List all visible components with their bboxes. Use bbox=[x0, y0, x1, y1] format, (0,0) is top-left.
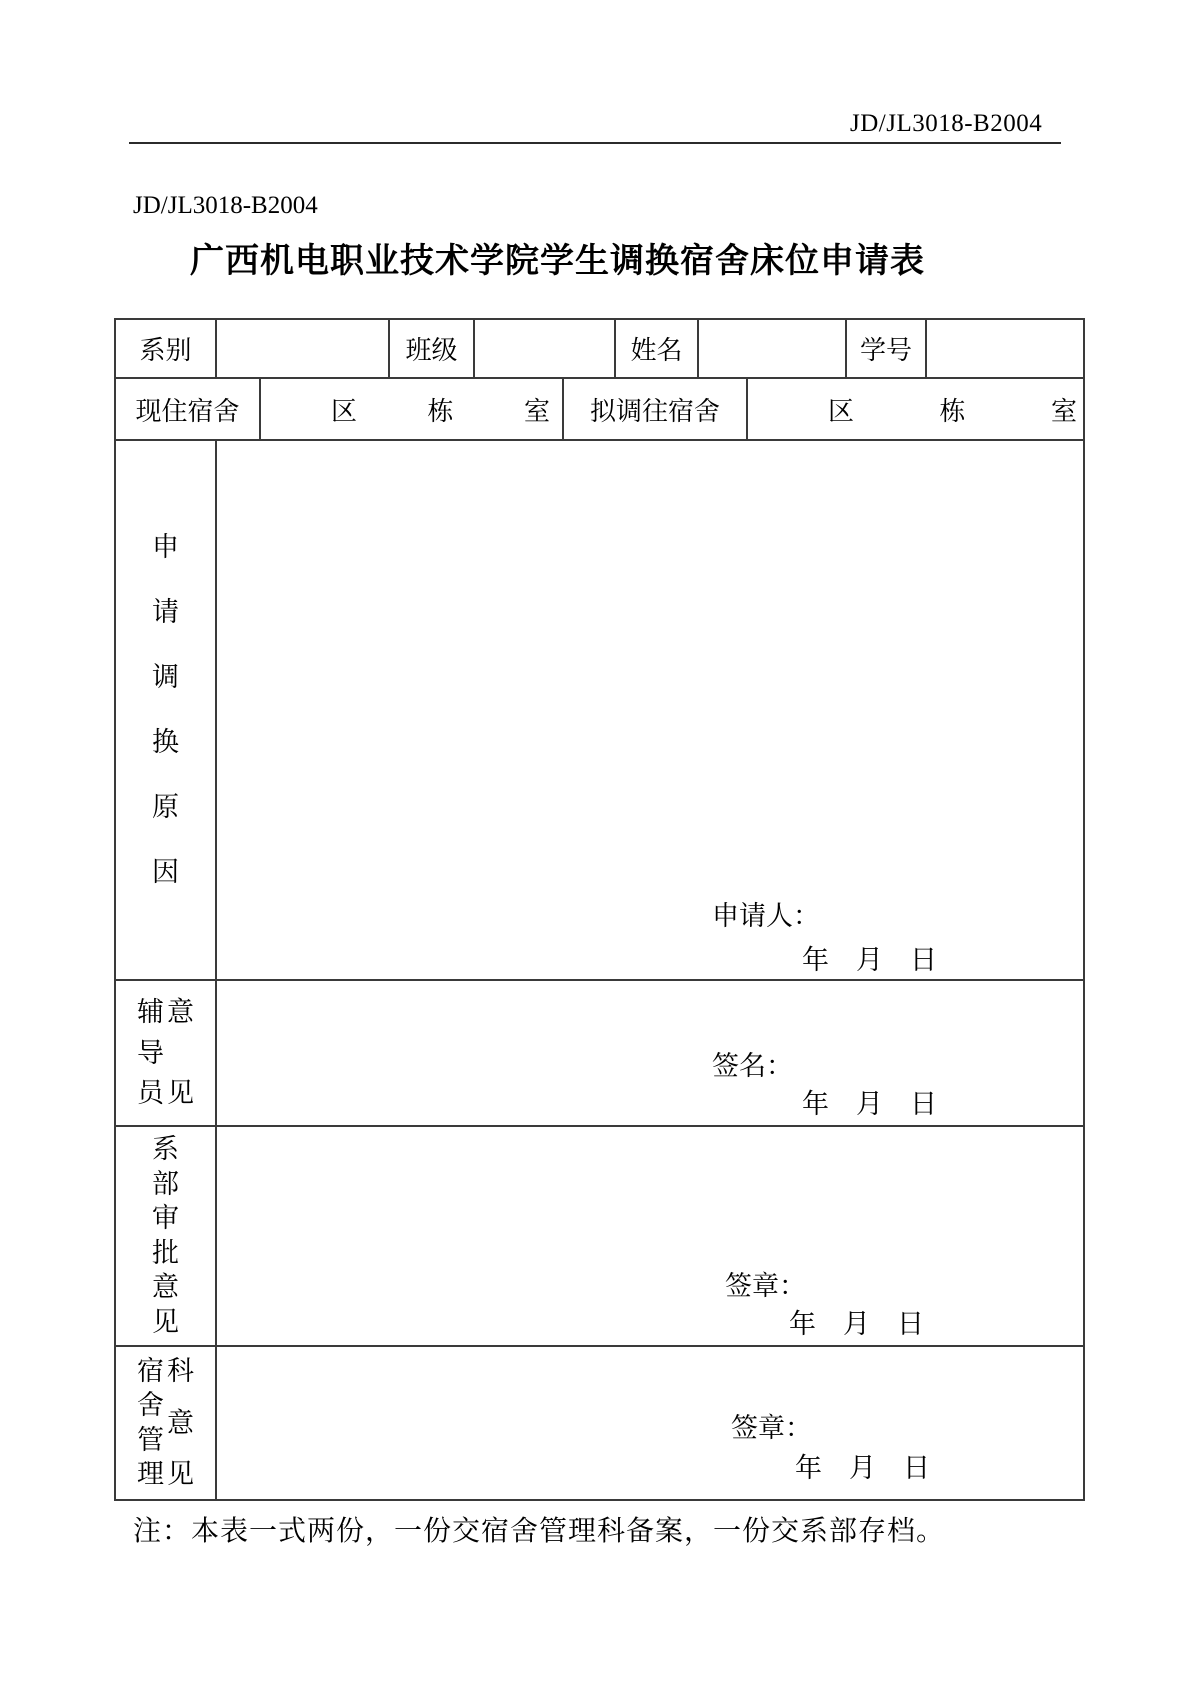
target-district-label: 区 bbox=[828, 396, 855, 426]
application-form-table bbox=[114, 318, 1085, 1501]
current-dorm-label: 现住宿舍 bbox=[135, 396, 240, 426]
dept-label: 系别 bbox=[139, 336, 192, 365]
row-dept-approval bbox=[116, 1125, 1083, 1345]
dorm-mgmt-label-cell bbox=[116, 1347, 215, 1499]
dorm-mgmt-label-col1: 宿 舍 管 理 bbox=[137, 1356, 164, 1489]
counselor-label-col2: 意 见 bbox=[167, 997, 194, 1108]
counselor-sign-label: 签名： bbox=[712, 1051, 793, 1081]
dept-approval-sign-label: 签章： bbox=[725, 1271, 806, 1301]
name-label: 姓名 bbox=[614, 320, 697, 377]
target-dorm-fields-cell bbox=[746, 379, 1083, 439]
current-district-label: 区 bbox=[331, 396, 358, 426]
counselor-label-cell bbox=[116, 981, 215, 1125]
page-title: 广西机电职业技术学院学生调换宿舍床位申请表 bbox=[190, 242, 925, 280]
counselor-date-label: 年 月 日 bbox=[802, 1089, 937, 1119]
student-id-value-cell bbox=[925, 320, 1083, 377]
row-dorm-mgmt-opinion bbox=[116, 1345, 1083, 1499]
doc-code-top-right: JD/JL3018-B2004 bbox=[850, 110, 1043, 137]
target-dorm-label: 拟调往宿舍 bbox=[562, 379, 746, 439]
target-room-label: 室 bbox=[1050, 396, 1077, 426]
dorm-mgmt-date-label: 年 月 日 bbox=[795, 1453, 930, 1483]
student-id-label: 学号 bbox=[845, 320, 925, 377]
current-dorm-fields-cell bbox=[259, 379, 562, 439]
reason-content-cell bbox=[215, 441, 1083, 979]
target-building-label: 栋 bbox=[939, 396, 966, 426]
row-identity bbox=[116, 320, 1083, 377]
dept-approval-date-label: 年 月 日 bbox=[789, 1309, 924, 1339]
current-room-label: 室 bbox=[523, 396, 550, 426]
doc-code-left: JD/JL3018-B2004 bbox=[133, 192, 318, 219]
counselor-label-col1: 辅 导 员 bbox=[137, 997, 164, 1108]
row-dorm-location bbox=[116, 377, 1083, 439]
dept-approval-label: 系 部 审 批 意 见 bbox=[152, 1134, 179, 1337]
header-rule bbox=[129, 142, 1061, 144]
dorm-mgmt-content-cell bbox=[215, 1347, 1083, 1499]
class-label: 班级 bbox=[388, 320, 473, 377]
class-value-cell bbox=[473, 320, 614, 377]
current-building-label: 栋 bbox=[427, 396, 454, 426]
dorm-mgmt-sign-label: 签章： bbox=[731, 1413, 812, 1443]
counselor-content-cell bbox=[215, 981, 1083, 1125]
dorm-mgmt-label-col2: 科 意 见 bbox=[167, 1356, 194, 1489]
row-counselor-opinion bbox=[116, 979, 1083, 1125]
dept-value-cell bbox=[215, 320, 388, 377]
row-reason bbox=[116, 439, 1083, 979]
applicant-date-label: 年 月 日 bbox=[802, 945, 937, 975]
footer-note: 注：本表一式两份，一份交宿舍管理科备案，一份交系部存档。 bbox=[133, 1516, 946, 1547]
dept-approval-label-cell bbox=[116, 1127, 215, 1345]
reason-label: 申 请 调 换 原 因 bbox=[152, 532, 179, 887]
reason-label-cell bbox=[116, 441, 215, 979]
applicant-sign-label: 申请人： bbox=[712, 901, 820, 931]
dept-approval-content-cell bbox=[215, 1127, 1083, 1345]
name-value-cell bbox=[697, 320, 845, 377]
